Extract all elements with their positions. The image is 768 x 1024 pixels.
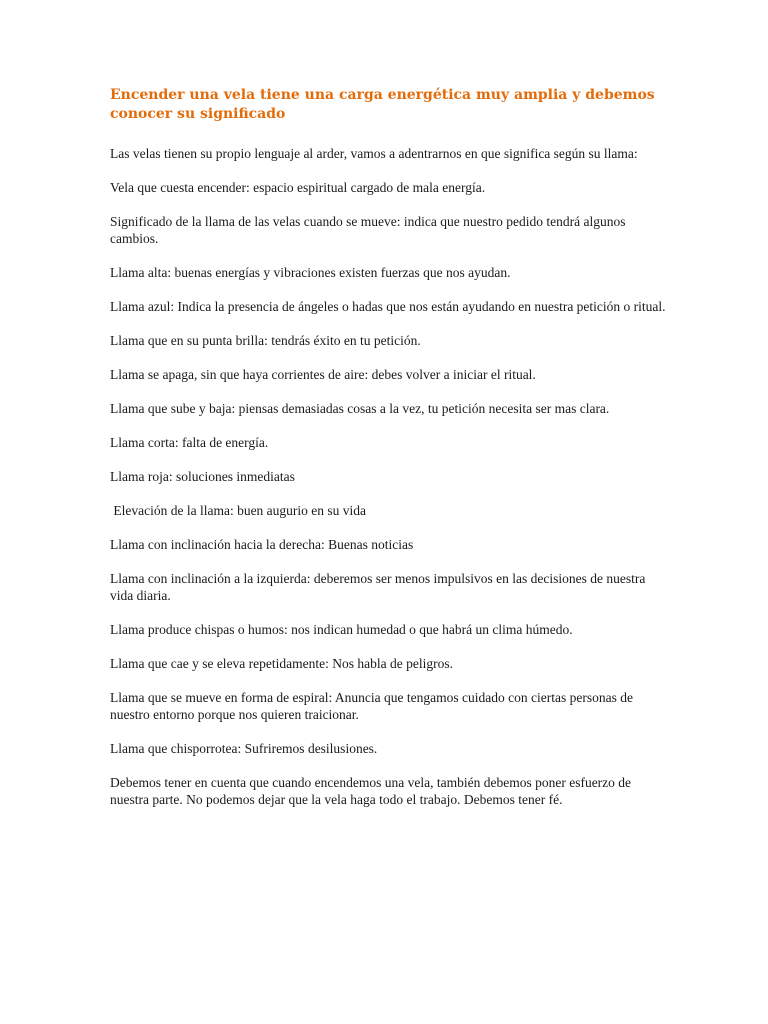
paragraph-intro: Las velas tienen su propio lenguaje al arder, vamos a adentrarnos en que significa según su llama: xyxy=(110,146,638,161)
paragraph: Llama produce chispas o humos: nos indican humedad o que habrá un clima húmedo. xyxy=(110,622,573,637)
paragraph: Llama azul: Indica la presencia de ángeles o hadas que nos están ayudando en nuestra petición o ritual. xyxy=(110,299,666,314)
document-body xyxy=(110,145,670,808)
document-page xyxy=(110,86,670,825)
paragraph: Llama que chisporrotea: Sufriremos desilusiones. xyxy=(110,741,378,756)
paragraph: Llama con inclinación hacia la derecha: Buenas noticias xyxy=(110,537,414,552)
paragraph-conclusion: Debemos tener en cuenta que cuando encendemos una vela, también debemos poner esfuerzo de nuestra parte. No podemos dejar que la vela haga todo el trabajo. Debemos tener fé. xyxy=(110,775,635,807)
document-title: Encender una vela tiene una carga energética muy amplia y debemos conocer su significado xyxy=(110,87,655,122)
paragraph: Llama que se mueve en forma de espiral: Anuncia que tengamos cuidado con ciertas personas de nuestro entorno porque nos quieren traicionar. xyxy=(110,690,637,722)
paragraph: Llama que en su punta brilla: tendrás éxito en tu petición. xyxy=(110,333,421,348)
paragraph: Llama que cae y se eleva repetidamente: Nos habla de peligros. xyxy=(110,656,453,671)
paragraph: Llama que sube y baja: piensas demasiadas cosas a la vez, tu petición necesita ser mas clara. xyxy=(110,401,610,416)
paragraph: Llama con inclinación a la izquierda: deberemos ser menos impulsivos en las decisiones de nuestra vida diaria. xyxy=(110,571,649,603)
paragraph: Llama alta: buenas energías y vibraciones existen fuerzas que nos ayudan. xyxy=(110,265,511,280)
paragraph: Vela que cuesta encender: espacio espiritual cargado de mala energía. xyxy=(110,180,486,195)
paragraph: Llama roja: soluciones inmediatas xyxy=(110,469,295,484)
paragraph: Significado de la llama de las velas cuando se mueve: indica que nuestro pedido tendrá algunos cambios. xyxy=(110,214,629,246)
paragraph: Elevación de la llama: buen augurio en su vida xyxy=(110,503,367,518)
paragraph: Llama se apaga, sin que haya corrientes de aire: debes volver a iniciar el ritual. xyxy=(110,367,536,382)
paragraph: Llama corta: falta de energía. xyxy=(110,435,269,450)
